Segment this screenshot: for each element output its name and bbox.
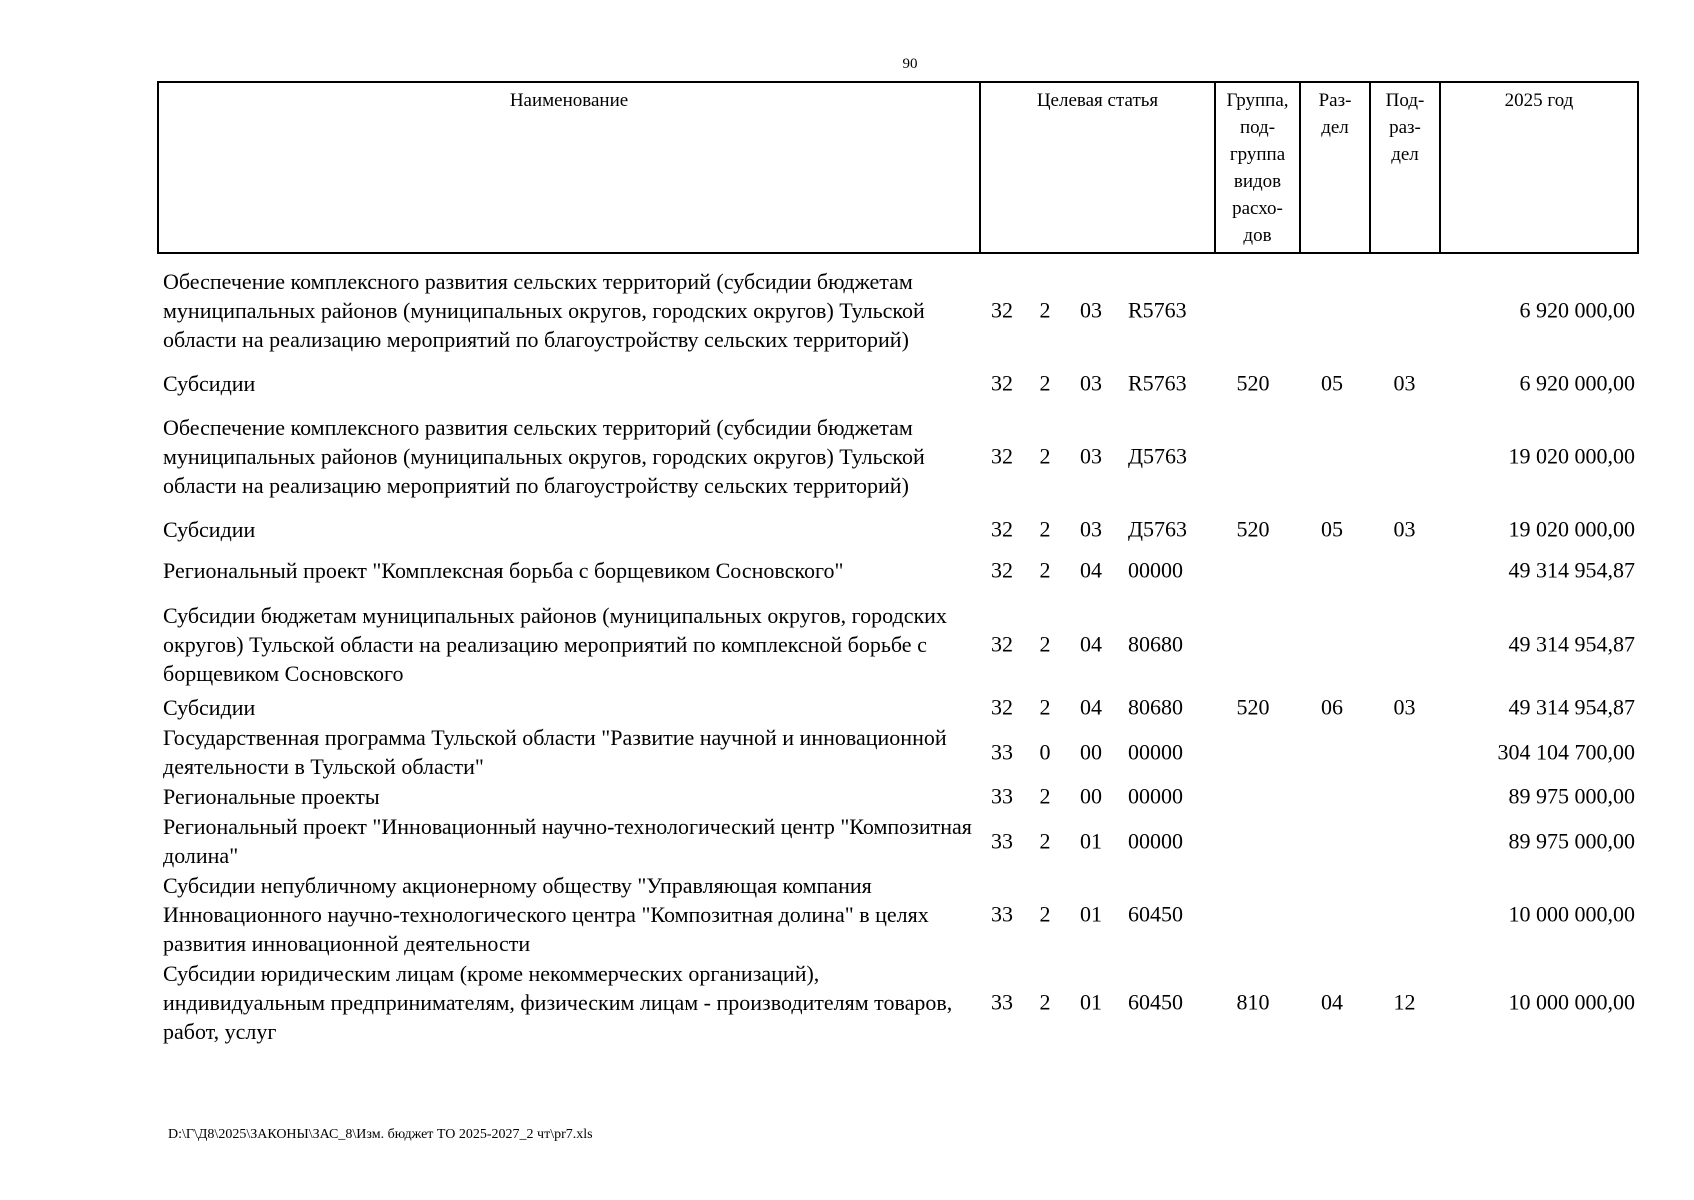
row-cs-type: 2	[1039, 989, 1051, 1015]
row-cs-element: 00	[1080, 739, 1102, 764]
row-cs-program: 32	[991, 557, 1013, 583]
row-name: Субсидии юридическим лицам (кроме некоммерческих организаций), индивидуальным предпринимателям, физическим лицам - производителям товаров, работ, услуг	[163, 960, 953, 1044]
header-year: 2025 год	[1440, 82, 1638, 253]
table-row	[157, 958, 1637, 1046]
table-row	[157, 596, 1637, 692]
row-cs-program: 33	[991, 989, 1013, 1015]
row-cs-element: 04	[1080, 557, 1102, 583]
row-cs-program: 32	[991, 370, 1013, 396]
row-amount: 49 314 954,87	[1508, 557, 1635, 583]
row-cs-direction: 80680	[1128, 694, 1183, 720]
table-row	[157, 252, 1637, 368]
row-cs-type: 2	[1039, 828, 1051, 853]
table-row	[157, 398, 1637, 514]
row-name: Субсидии	[163, 370, 256, 396]
row-cs-direction: 80680	[1128, 631, 1183, 657]
row-amount: 6 920 000,00	[1519, 297, 1635, 323]
row-section: 05	[1321, 516, 1343, 542]
table-row	[157, 544, 1637, 596]
row-amount: 10 000 000,00	[1508, 989, 1635, 1015]
row-name: Субсидии бюджетам муниципальных районов (муниципальных округов, городских округов) Тульской области на реализацию мероприятий по комплексной борьбе с борщевиком Сосновского	[163, 602, 947, 686]
row-amount: 19 020 000,00	[1508, 443, 1635, 469]
row-name: Обеспечение комплексного развития сельских территорий (субсидии бюджетам муниципальных районов (муниципальных округов, городских округов) Тульской области на реализацию мероприятий по благоустройству сельских территорий)	[163, 268, 925, 352]
row-cs-program: 33	[991, 739, 1013, 764]
row-cs-type: 2	[1039, 516, 1051, 542]
row-cs-direction: R5763	[1128, 297, 1187, 323]
page-number: 90	[902, 56, 918, 72]
row-name: Субсидии	[163, 516, 256, 542]
row-cs-program: 33	[991, 783, 1013, 809]
row-section: 06	[1321, 694, 1343, 720]
row-cs-direction: Д5763	[1128, 516, 1188, 542]
row-section: 04	[1321, 989, 1343, 1015]
row-cs-direction: 60450	[1128, 989, 1183, 1015]
row-amount: 89 975 000,00	[1508, 783, 1635, 809]
row-cs-type: 2	[1039, 694, 1051, 720]
row-cs-type: 2	[1039, 370, 1051, 396]
row-cs-type: 2	[1039, 443, 1051, 469]
table-row	[157, 781, 1637, 811]
header-section: Раз- дел	[1300, 82, 1370, 253]
row-cs-direction: 00000	[1128, 739, 1183, 764]
row-name: Региональный проект "Инновационный научно-технологический центр "Композитная долина"	[163, 813, 972, 868]
table-row	[157, 514, 1637, 544]
row-amount: 49 314 954,87	[1508, 631, 1635, 657]
header-name: Наименование	[158, 82, 980, 253]
row-cs-direction: 00000	[1128, 783, 1183, 809]
row-subsection: 03	[1393, 370, 1416, 396]
header-expense-group: Группа, под- группа видов расхо- дов	[1215, 82, 1300, 253]
row-cs-type: 2	[1039, 557, 1051, 583]
table-row	[157, 692, 1637, 722]
row-amount: 10 000 000,00	[1508, 901, 1635, 927]
row-cs-direction: R5763	[1128, 370, 1187, 396]
row-cs-element: 03	[1080, 370, 1102, 396]
table-header	[157, 81, 1639, 254]
table-body	[157, 252, 1637, 1046]
row-amount: 49 314 954,87	[1508, 694, 1635, 720]
row-cs-type: 0	[1039, 739, 1051, 764]
row-cs-program: 33	[991, 901, 1013, 927]
row-name: Субсидии непубличному акционерному обществу "Управляющая компания Инновационного научно-технологического центра "Композитная долина" в целях развития инновационной деятельности	[163, 872, 929, 956]
row-cs-direction: 00000	[1128, 557, 1183, 583]
table-row	[157, 870, 1637, 958]
row-expense-group: 520	[1236, 370, 1270, 396]
row-amount: 304 104 700,00	[1497, 739, 1635, 764]
row-cs-element: 01	[1080, 901, 1102, 927]
row-cs-type: 2	[1039, 297, 1051, 323]
row-name: Региональные проекты	[163, 783, 380, 809]
row-cs-type: 2	[1039, 783, 1051, 809]
row-cs-type: 2	[1039, 901, 1051, 927]
row-amount: 6 920 000,00	[1519, 370, 1635, 396]
table-row	[157, 811, 1637, 870]
row-cs-element: 04	[1080, 631, 1102, 657]
row-cs-direction: 60450	[1128, 901, 1183, 927]
row-cs-program: 32	[991, 516, 1013, 542]
row-cs-program: 33	[991, 828, 1013, 853]
row-name: Государственная программа Тульской области "Развитие научной и инновационной деятельности в Тульской области"	[163, 724, 947, 779]
row-name: Обеспечение комплексного развития сельских территорий (субсидии бюджетам муниципальных районов (муниципальных округов, городских округов) Тульской области на реализацию мероприятий по благоустройству сельских территорий)	[163, 414, 925, 498]
row-subsection: 03	[1393, 516, 1416, 542]
header-target-article: Целевая статья	[980, 82, 1215, 253]
header-subsection: Под- раз- дел	[1370, 82, 1440, 253]
footer-file-path: D:\Г\Д8\2025\ЗАКОНЫ\ЗАС_8\Изм. бюджет ТО 2025-2027_2 чт\pr7.xls	[168, 1127, 593, 1142]
row-subsection: 12	[1393, 989, 1416, 1015]
row-cs-type: 2	[1039, 631, 1051, 657]
row-expense-group: 810	[1236, 989, 1270, 1015]
table-row	[157, 368, 1637, 398]
row-cs-direction: Д5763	[1128, 443, 1188, 469]
row-cs-program: 32	[991, 694, 1013, 720]
row-cs-program: 32	[991, 297, 1013, 323]
row-cs-direction: 00000	[1128, 828, 1183, 853]
row-name: Региональный проект "Комплексная борьба с борщевиком Сосновского"	[163, 557, 844, 583]
row-section: 05	[1321, 370, 1343, 396]
row-subsection: 03	[1393, 694, 1416, 720]
row-cs-program: 32	[991, 443, 1013, 469]
row-cs-element: 03	[1080, 516, 1102, 542]
row-expense-group: 520	[1236, 516, 1270, 542]
row-cs-element: 04	[1080, 694, 1102, 720]
row-cs-element: 01	[1080, 989, 1102, 1015]
row-expense-group: 520	[1236, 694, 1270, 720]
row-cs-program: 32	[991, 631, 1013, 657]
row-cs-element: 03	[1080, 297, 1102, 323]
table-row	[157, 722, 1637, 781]
row-cs-element: 01	[1080, 828, 1102, 853]
row-name: Субсидии	[163, 694, 256, 720]
row-cs-element: 00	[1080, 783, 1102, 809]
row-amount: 89 975 000,00	[1508, 828, 1635, 853]
row-cs-element: 03	[1080, 443, 1102, 469]
row-amount: 19 020 000,00	[1508, 516, 1635, 542]
